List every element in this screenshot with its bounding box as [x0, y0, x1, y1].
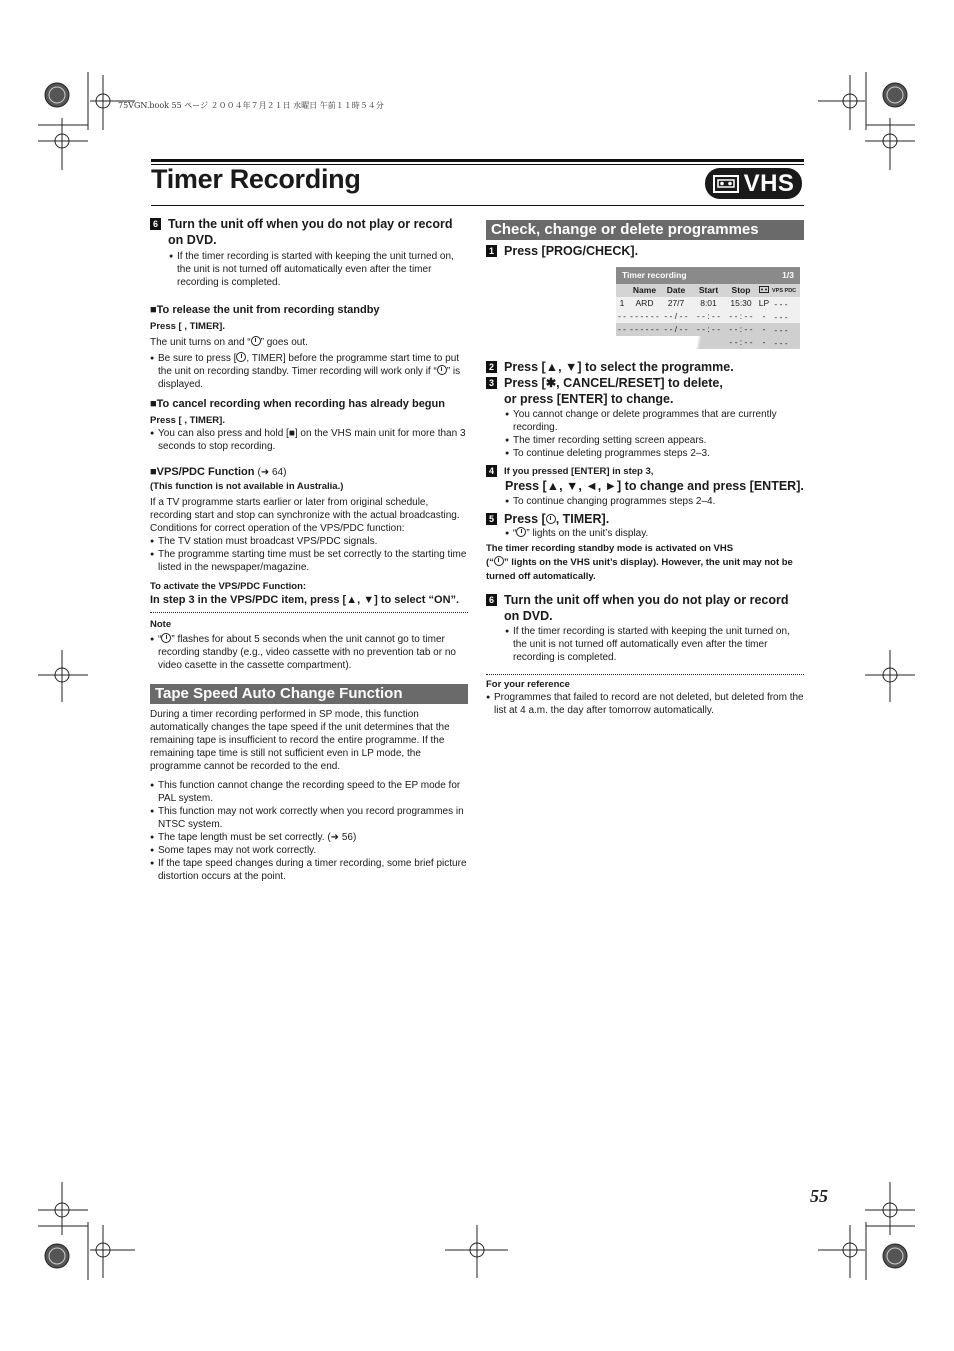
- step-number: 6: [150, 218, 161, 230]
- bullet: ● If the timer recording is started with keeping the unit turned on, the unit is not turned off automatically even after the timer recording is completed.: [169, 250, 468, 289]
- cancel-bullet: ● You can also press and hold [■] on the VHS main unit for more than 3 seconds to stop recording.: [150, 427, 468, 453]
- page-number: 55: [810, 1186, 828, 1206]
- left-column: [150, 216, 468, 883]
- osd-page: 1/3: [782, 270, 794, 280]
- step-6: [486, 592, 804, 624]
- tape-speed-section-title: Tape Speed Auto Change Function: [150, 684, 468, 704]
- dotted-divider: [486, 674, 804, 675]
- vps-conditions: Conditions for correct operation of the VPS/PDC function:: [150, 523, 405, 534]
- cassette-icon: [713, 175, 739, 193]
- osd-title-bar: [616, 267, 800, 284]
- step-number: 3: [486, 377, 497, 389]
- step-number: 1: [486, 245, 497, 257]
- step-heading: Press [▲, ▼] to select the programme.: [504, 360, 734, 374]
- vps-bullet: ● The TV station must broadcast VPS/PDC signals.: [150, 535, 468, 548]
- step-6: [150, 216, 468, 248]
- bullet: ● You cannot change or delete programmes that are currently recording.: [505, 408, 804, 434]
- osd-row: - - - - - - - - - - / - - - - : - - - - : - - - - - -: [616, 310, 800, 323]
- tape-bullet: ● This function cannot change the recording speed to the EP mode for PAL system.: [150, 779, 468, 805]
- cancel-heading: ■To cancel recording when recording has already begun: [150, 398, 445, 410]
- release-bullet: ● Be sure to press [ , TIMER] before the programme start time to put the unit on recording standby. Timer recording will work only if “ ” is displayed.: [150, 352, 468, 391]
- osd-row: - - - - - - - - - - / - - - - : - - - - : - - - - - -: [616, 323, 800, 336]
- step-4: [486, 463, 804, 478]
- timer-icon: [494, 556, 504, 566]
- tape-bullet: ● If the tape speed changes during a timer recording, some brief picture distortion occurs at the point.: [150, 857, 468, 883]
- step-number: 6: [486, 594, 497, 606]
- timer-icon: [236, 352, 246, 362]
- bullet: ● To continue changing programmes steps 2–4.: [505, 495, 804, 508]
- timer-icon: [437, 365, 447, 375]
- timer-icon: [546, 514, 556, 524]
- timer-recording-screen: [616, 267, 800, 349]
- cassette-icon: [756, 284, 772, 297]
- vps-heading: ■VPS/PDC Function (➜ 64): [150, 466, 287, 478]
- vps-text: If a TV programme starts earlier or later from original schedule, recording start and stop can synchronize with the actual broadcasting.: [150, 497, 460, 521]
- osd-header-row: Name Date Start Stop VPS PDC: [616, 284, 800, 297]
- timer-icon: [516, 527, 526, 537]
- step-3: [486, 375, 804, 407]
- osd-row: - - : - - - - - -: [616, 336, 800, 349]
- step-number: 2: [486, 361, 497, 373]
- release-press: Press [ , TIMER].: [150, 321, 225, 332]
- print-mark: 75VGN.book 55 ページ ２００４年７月２１日 水曜日 午前１１時５４分: [118, 101, 384, 110]
- bullet: ● To continue deleting programmes steps 2–3.: [505, 447, 804, 460]
- reference-heading: For your reference: [486, 679, 570, 690]
- reference-bullet: ● Programmes that failed to record are not deleted, but deleted from the list at 4 a.m. the day after tomorrow automatically.: [486, 691, 804, 717]
- step-5-bullet: [505, 527, 804, 540]
- note-heading: Note: [150, 619, 172, 630]
- release-text: The unit turns on and “ ” goes out.: [150, 337, 308, 348]
- standby-note: The timer recording standby mode is activated on VHS (“ ” lights on the VHS unit’s display). However, the unit may not be turned off automatically.: [486, 543, 793, 582]
- vhs-badge: [705, 168, 802, 199]
- bullet: ● “ ” lights on the unit’s display.: [505, 527, 804, 540]
- step-heading: Press [▲, ▼, ◄, ►] to change and press [ENTER].: [505, 479, 804, 493]
- release-heading: ■To release the unit from recording standby: [150, 304, 380, 316]
- step-heading: Turn the unit off when you do not play or record on DVD.: [504, 593, 789, 623]
- step-pre: If you pressed [ENTER] in step 3,: [504, 466, 654, 477]
- step-1: [486, 243, 804, 259]
- tape-bullet: ● Some tapes may not work correctly.: [150, 844, 468, 857]
- activate-heading: To activate the VPS/PDC Function:: [150, 581, 307, 592]
- step-heading: Turn the unit off when you do not play or record on DVD.: [168, 217, 453, 247]
- vhs-badge-label: VHS: [743, 169, 795, 197]
- timer-icon: [161, 633, 171, 643]
- tape-speed-bullets: [150, 779, 468, 883]
- vps-note: (This function is not available in Australia.): [150, 481, 344, 492]
- tape-bullet: ● The tape length must be set correctly. (➜ 56): [150, 831, 468, 844]
- step-number: 5: [486, 513, 497, 525]
- step-5: [486, 511, 804, 527]
- page-title: Timer Recording: [151, 164, 361, 194]
- step-3-bullets: [505, 408, 804, 460]
- tape-bullet: ● This function may not work correctly when you record programmes in NTSC system.: [150, 805, 468, 831]
- step-heading: Press [ , TIMER].: [504, 512, 610, 526]
- title-divider: [151, 205, 804, 206]
- cancel-press: Press [ , TIMER].: [150, 415, 225, 426]
- vps-bullet: ● The programme starting time must be set correctly to the starting time listed in the newspaper/magazine.: [150, 548, 468, 574]
- right-column: [486, 220, 804, 717]
- step-number: 4: [486, 465, 497, 477]
- osd-title: Timer recording: [622, 270, 687, 280]
- step-6-bullet: [505, 625, 804, 664]
- note-bullet: ● “ ” flashes for about 5 seconds when the unit cannot go to timer recording standby (e.g., video cassette with no prevention tab or no video casette in the cassette compartment).: [150, 633, 468, 672]
- bullet: ● If the timer recording is started with keeping the unit turned on, the unit is not turned off automatically even after the timer recording is completed.: [505, 625, 804, 664]
- bullet: ● The timer recording setting screen appears.: [505, 434, 804, 447]
- step-heading: Press [PROG/CHECK].: [504, 244, 639, 258]
- step-heading: Press [✱, CANCEL/RESET] to delete, or press [ENTER] to change.: [504, 376, 723, 406]
- timer-icon: [251, 336, 261, 346]
- activate-text: In step 3 in the VPS/PDC item, press [▲, ▼] to select “ON”.: [150, 594, 460, 606]
- step-2: [486, 359, 804, 375]
- tape-speed-text: During a timer recording performed in SP mode, this function automatically changes the tape speed if the unit determines that the remaining tape is insufficient to record the entire programme. If the remaining tape time is still not sufficient even in LP mode, the programme cannot be recorded to the end.: [150, 709, 450, 772]
- dotted-divider: [150, 612, 468, 613]
- step-4-bullet: [505, 495, 804, 508]
- check-change-section-title: Check, change or delete programmes: [486, 220, 804, 240]
- osd-row: 1 ARD 27/7 8:01 15:30 LP - - -: [616, 297, 800, 310]
